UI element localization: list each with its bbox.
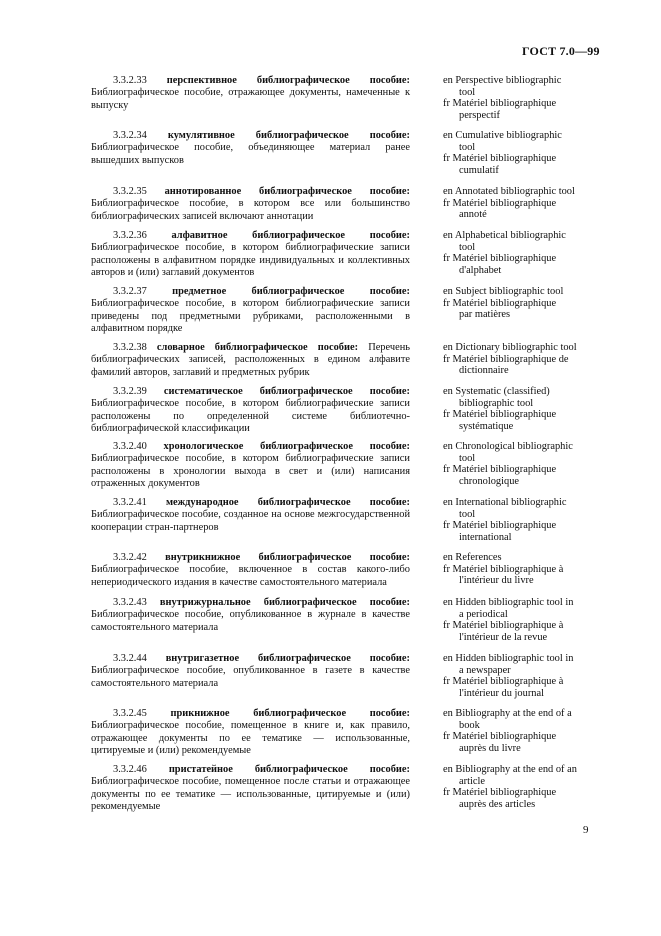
translation-line: d'alphabet xyxy=(459,264,502,276)
translation-line: en Bibliography at the end of a xyxy=(443,708,572,719)
translation-line: en Dictionary bibliographic tool xyxy=(443,342,577,353)
term-name: аннотированное библиографическое пособие: xyxy=(164,186,410,197)
translation-line: a newspaper xyxy=(459,664,511,676)
translation-line: fr Matériel bibliographique xyxy=(443,787,557,799)
term-number: 3.3.2.42 xyxy=(113,552,147,563)
translation-line: en Cumulative bibliographic xyxy=(443,130,562,141)
term-number: 3.3.2.41 xyxy=(113,497,147,508)
translation-line: fr Matériel bibliographique xyxy=(443,153,557,165)
translation-line: fr Matériel bibliographique xyxy=(443,253,557,265)
translation-line: chronologique xyxy=(459,475,520,487)
translation-line: fr Matériel bibliographique à xyxy=(443,563,564,575)
translation-line: fr Matériel bibliographique xyxy=(443,409,557,421)
definition-text: Библиографическое пособие, в котором библиографические записи расположены в алфавитном порядке индивидуальных и коллективных авторов и (или) заглавий документов xyxy=(91,242,410,278)
translation-line: fr Matériel bibliographique xyxy=(443,197,557,209)
translation-line: annoté xyxy=(459,209,487,221)
translation-line: en Alphabetical bibliographic xyxy=(443,230,566,241)
term-number: 3.3.2.33 xyxy=(113,75,147,86)
definition-text: Библиографическое пособие, в котором библиографические записи приведены под предметными рубриками, расположенными в алфавитном порядке xyxy=(91,298,410,334)
term-definition xyxy=(91,597,410,634)
translation-line: par matières xyxy=(459,309,511,321)
translation-line: tool xyxy=(459,452,476,464)
translation-line: tool xyxy=(459,86,476,98)
translation-line: a periodical xyxy=(459,608,508,620)
translation-line: tool xyxy=(459,241,476,253)
term-name: внутрижурнальное библиографическое пособие: xyxy=(159,597,410,608)
translation-line: perspectif xyxy=(459,109,500,121)
term-definition xyxy=(91,552,410,589)
term-name: систематическое библиографическое пособие: xyxy=(163,386,410,397)
translation-line: cumulatif xyxy=(459,164,499,176)
translation-line: en References xyxy=(443,552,502,563)
definition-text: Библиографическое пособие, в котором библиографические записи расположены в хронологии выхода в свет и (или) написания отраженных документов xyxy=(91,453,410,489)
translation-line: en Perspective bibliographic xyxy=(443,75,562,86)
translation-line: fr Matériel bibliographique à xyxy=(443,676,564,688)
translation-line: tool xyxy=(459,508,476,520)
term-name: хронологическое библиографическое пособие: xyxy=(163,441,410,452)
term-definition xyxy=(91,186,410,223)
translation-line: international xyxy=(459,531,512,543)
term-definition xyxy=(91,342,410,379)
term-definition xyxy=(91,653,410,690)
translation-line: en Systematic (classified) xyxy=(443,386,550,397)
term-name: внутрикнижное библиографическое пособие: xyxy=(165,552,410,563)
translation-line: en Chronological bibliographic xyxy=(443,441,573,452)
definition-text: Библиографическое пособие, включенное в состав какого-либо непериодического издания в качестве самостоятельного материала xyxy=(91,564,410,588)
definition-text: Библиографическое пособие, помещенное после статьи и отражающее документы по ее тематике — использованные, цитируемые и (или) рекомендуемые xyxy=(91,776,410,812)
term-definition xyxy=(91,497,410,534)
term-definition xyxy=(91,130,410,167)
translation-line: fr Matériel bibliographique xyxy=(443,464,557,476)
term-name: международное библиографическое пособие: xyxy=(165,497,410,508)
term-definition xyxy=(91,286,410,335)
definition-text: Библиографическое пособие, объединяющее материал ранее вышедших выпусков xyxy=(91,142,410,166)
translation-line: fr Matériel bibliographique xyxy=(443,297,557,309)
translation-line: en Bibliography at the end of an xyxy=(443,764,577,775)
translation-line: dictionnaire xyxy=(459,365,509,377)
term-number: 3.3.2.37 xyxy=(113,286,147,297)
term-number: 3.3.2.43 xyxy=(113,597,147,608)
term-definition xyxy=(91,230,410,279)
translation-line: fr Matériel bibliographique xyxy=(443,520,557,532)
translation-line: en Hidden bibliographic tool in xyxy=(443,597,574,608)
definition-text: Библиографическое пособие, созданное на основе межгосударственной кооперации стран-партнеров xyxy=(91,509,410,533)
term-name: пристатейное библиографическое пособие: xyxy=(168,764,410,775)
translation-line: bibliographic tool xyxy=(459,397,534,409)
translation-line: l'intérieur du journal xyxy=(459,687,544,699)
term-number: 3.3.2.45 xyxy=(113,708,147,719)
translation-line: fr Matériel bibliographique à xyxy=(443,620,564,632)
term-definition xyxy=(91,708,410,757)
term-name: перспективное библиографическое пособие: xyxy=(166,75,410,86)
term-number: 3.3.2.39 xyxy=(113,386,147,397)
term-number: 3.3.2.44 xyxy=(113,653,147,664)
translation-line: auprès du livre xyxy=(459,742,521,754)
translation-line: l'intérieur de la revue xyxy=(459,631,548,643)
definition-text: Библиографическое пособие, опубликованное в журнале в качестве самостоятельного материала xyxy=(91,609,410,633)
term-definition xyxy=(91,386,410,435)
term-definition xyxy=(91,441,410,490)
translation-line: en International bibliographic xyxy=(443,497,567,508)
term-number: 3.3.2.40 xyxy=(113,441,147,452)
definition-text: Библиографическое пособие, помещенное в книге и, как правило, отражающее документы по ее тематике — использованные, цитируемые и (или) рекомендуемые xyxy=(91,720,410,756)
term-name: словарное библиографическое пособие: xyxy=(156,342,359,353)
term-name: внутригазетное библиографическое пособие: xyxy=(165,653,410,664)
translation-line: l'intérieur du livre xyxy=(459,575,534,587)
term-number: 3.3.2.35 xyxy=(113,186,147,197)
term-number: 3.3.2.34 xyxy=(113,130,147,141)
translation-line: tool xyxy=(459,141,476,153)
definition-text: Библиографическое пособие, опубликованное в газете в качестве самостоятельного материала xyxy=(91,665,410,689)
definition-text: Библиографическое пособие, в котором библиографические записи расположены по определенной системе библиотечно-библиографической классификации xyxy=(91,398,410,434)
term-number: 3.3.2.46 xyxy=(113,764,147,775)
term-name: алфавитное библиографическое пособие: xyxy=(171,230,410,241)
term-name: прикнижное библиографическое пособие: xyxy=(170,708,410,719)
document-id-header: ГОСТ 7.0—99 xyxy=(522,44,600,58)
translation-line: systématique xyxy=(459,420,514,432)
definition-text: Библиографическое пособие, отражающее документы, намеченные к выпуску xyxy=(91,87,410,111)
translation-line: fr Matériel bibliographique xyxy=(443,731,557,743)
term-number: 3.3.2.36 xyxy=(113,230,147,241)
translation-line: en Subject bibliographic tool xyxy=(443,286,564,297)
term-name: кумулятивное библиографическое пособие: xyxy=(167,130,410,141)
term-definition xyxy=(91,75,410,112)
translation-line: article xyxy=(459,775,485,787)
translation-line: en Annotated bibliographic tool xyxy=(443,186,575,197)
translation-line: auprès des articles xyxy=(459,798,536,810)
definition-text: Библиографическое пособие, в котором все или большинство библиографических записей включают аннотации xyxy=(91,198,410,222)
term-definition xyxy=(91,764,410,813)
translation-line: fr Matériel bibliographique xyxy=(443,98,557,110)
translation-line: en Hidden bibliographic tool in xyxy=(443,653,574,664)
translation-line: fr Matériel bibliographique de xyxy=(443,353,569,365)
term-number: 3.3.2.38 xyxy=(113,342,147,353)
definition-text: Перечень библиографических записей, расположенных в едином алфавите фамилий авторов, заглавий и предметных рубрик xyxy=(91,342,410,378)
translation-line: book xyxy=(459,719,480,731)
page-number: 9 xyxy=(583,824,589,836)
term-name: предметное библиографическое пособие: xyxy=(172,286,410,297)
